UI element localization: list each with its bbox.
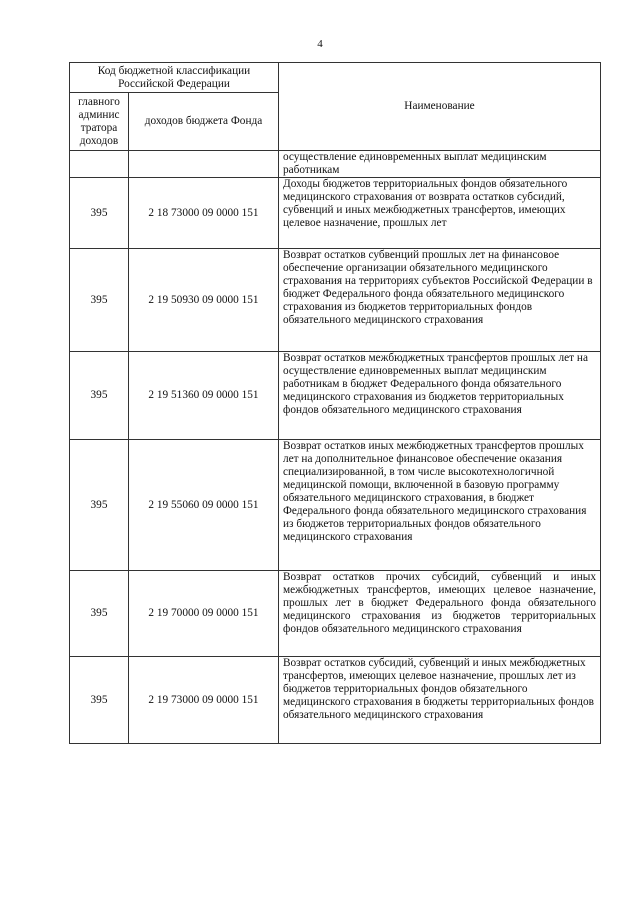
income-code-cell: 2 19 70000 09 0000 151 xyxy=(129,571,279,657)
income-code-cell xyxy=(129,151,279,178)
header-classification-code: Код бюджетной классификации Российской Федерации xyxy=(70,63,279,93)
table-row xyxy=(70,178,601,249)
admin-code-cell: 395 xyxy=(70,352,129,440)
income-code-cell: 2 19 51360 09 0000 151 xyxy=(129,352,279,440)
name-cell: Возврат остатков межбюджетных трансфертов прошлых лет на осуществление единовременных выплат медицинским работникам в бюджет Федерального фонда обязательного медицинского страхования из бюджетов территориальных фондов обязательного медицинского страхования xyxy=(279,352,601,440)
name-cell: Возврат остатков прочих субсидий, субвенций и иных межбюджетных трансфертов, имеющих целевое назначение, прошлых лет в бюджет Федерального фонда обязательного медицинского страхования из бюджетов территориальных фондов обязательного медицинского страхования xyxy=(279,571,601,657)
admin-code-cell: 395 xyxy=(70,249,129,352)
header-chief-administrator: главного админис тратора доходов xyxy=(70,93,129,151)
admin-code-cell: 395 xyxy=(70,440,129,571)
admin-code-cell: 395 xyxy=(70,657,129,744)
name-cell: Возврат остатков иных межбюджетных трансфертов прошлых лет на дополнительное финансовое обеспечение оказания специализированной, в том числе высокотехнологичной медицинской помощи, включенной в базовую программу обязательного медицинского страхования, в бюджет Федерального фонда обязательного медицинского страхования из бюджетов территориальных фондов обязательного медицинского страхования xyxy=(279,440,601,571)
header-fund-income: доходов бюджета Фонда xyxy=(129,93,279,151)
table-row xyxy=(70,249,601,352)
name-cell: Возврат остатков субсидий, субвенций и иных межбюджетных трансфертов, имеющих целевое назначение, прошлых лет из бюджетов территориальных фондов обязательного медицинского страхования в бюджеты территориальных фондов обязательного медицинского страхования xyxy=(279,657,601,744)
income-code-cell: 2 19 73000 09 0000 151 xyxy=(129,657,279,744)
income-code-cell: 2 19 50930 09 0000 151 xyxy=(129,249,279,352)
table-row xyxy=(70,352,601,440)
header-name: Наименование xyxy=(279,63,601,151)
table-row xyxy=(70,657,601,744)
name-cell: Доходы бюджетов территориальных фондов обязательного медицинского страхования от возврата остатков субсидий, субвенций и иных межбюджетных трансфертов, имеющих целевое назначение, прошлых лет xyxy=(279,178,601,249)
table-row xyxy=(70,571,601,657)
income-code-cell: 2 18 73000 09 0000 151 xyxy=(129,178,279,249)
income-code-cell: 2 19 55060 09 0000 151 xyxy=(129,440,279,571)
table-row xyxy=(70,440,601,571)
table-row xyxy=(70,151,601,178)
budget-classification-table xyxy=(69,62,601,744)
admin-code-cell: 395 xyxy=(70,178,129,249)
name-cell: Возврат остатков субвенций прошлых лет на финансовое обеспечение организации обязательного медицинского страхования на территориях субъектов Российской Федерации в бюджет Федерального фонда обязательного медицинского страхования из бюджетов территориальных фондов обязательного медицинского страхования xyxy=(279,249,601,352)
page-number: 4 xyxy=(317,38,323,50)
admin-code-cell: 395 xyxy=(70,571,129,657)
admin-code-cell xyxy=(70,151,129,178)
name-cell: осуществление единовременных выплат медицинским работникам xyxy=(279,151,601,178)
